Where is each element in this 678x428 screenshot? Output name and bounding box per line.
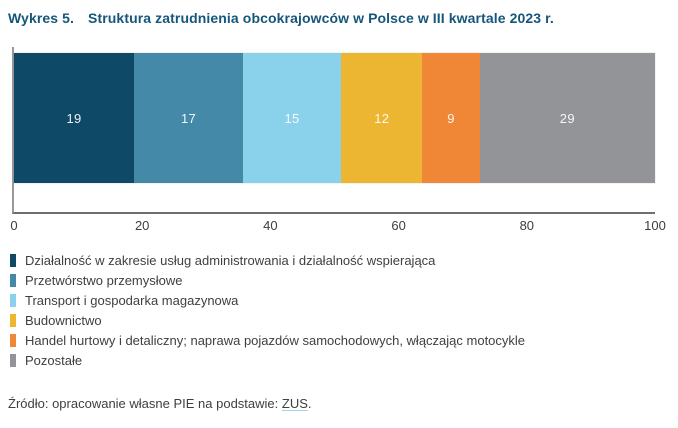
legend-item xyxy=(10,310,525,330)
x-axis xyxy=(10,212,666,233)
legend-item xyxy=(10,250,525,270)
bar-segment-value: 15 xyxy=(284,110,300,126)
source-link-zus[interactable]: ZUS xyxy=(281,396,308,411)
x-axis-tick-label: 80 xyxy=(519,218,535,233)
legend-item xyxy=(10,290,525,310)
bar-segment-value: 29 xyxy=(559,110,575,126)
x-axis-tick-label: 60 xyxy=(391,218,406,233)
figure-title xyxy=(8,10,554,26)
source-text: Źródło: opracowanie własne PIE na podstawie: xyxy=(8,396,282,411)
x-axis-tick-label: 40 xyxy=(263,218,278,233)
source-note xyxy=(8,396,312,411)
legend-item xyxy=(10,350,525,370)
legend-label: Działalność w zakresie usług administrowania i działalność wspierająca xyxy=(25,252,436,268)
source-text-suffix: . xyxy=(307,396,312,411)
legend-label: Przetwórstwo przemysłowe xyxy=(25,272,183,288)
legend-swatch-icon xyxy=(10,314,16,327)
legend-label: Transport i gospodarka magazynowa xyxy=(25,292,239,308)
legend xyxy=(10,250,525,370)
bar-segment xyxy=(134,53,243,183)
legend-label: Budownictwo xyxy=(25,312,102,328)
plot-area xyxy=(10,47,666,233)
legend-swatch-icon xyxy=(10,254,16,267)
x-axis-tick-label: 0 xyxy=(10,218,18,233)
bar-segment-value: 9 xyxy=(447,110,455,126)
legend-swatch-icon xyxy=(10,354,16,367)
bar-segment xyxy=(480,53,655,183)
figure-number: Wykres 5. xyxy=(8,10,75,26)
bar-segment-value: 19 xyxy=(66,110,82,126)
x-axis-tick-label: 100 xyxy=(644,218,666,233)
legend-item xyxy=(10,330,525,350)
bar-segment-value: 17 xyxy=(181,110,197,126)
stacked-bar xyxy=(14,53,655,183)
bar-segment xyxy=(14,53,134,183)
legend-label: Pozostałe xyxy=(25,352,83,368)
x-axis-tick-label: 20 xyxy=(134,218,150,233)
legend-swatch-icon xyxy=(10,294,16,307)
legend-item xyxy=(10,270,525,290)
legend-swatch-icon xyxy=(10,274,16,287)
figure-heading: Struktura zatrudnienia obcokrajowców w Polsce w III kwartale 2023 r. xyxy=(88,10,554,26)
bar-segment xyxy=(341,53,422,183)
bar-segment xyxy=(422,53,479,183)
legend-swatch-icon xyxy=(10,334,16,347)
legend-label: Handel hurtowy i detaliczny; naprawa pojazdów samochodowych, włączając motocykle xyxy=(25,332,526,348)
bar-segment xyxy=(243,53,341,183)
bar-segment-value: 12 xyxy=(374,110,390,126)
